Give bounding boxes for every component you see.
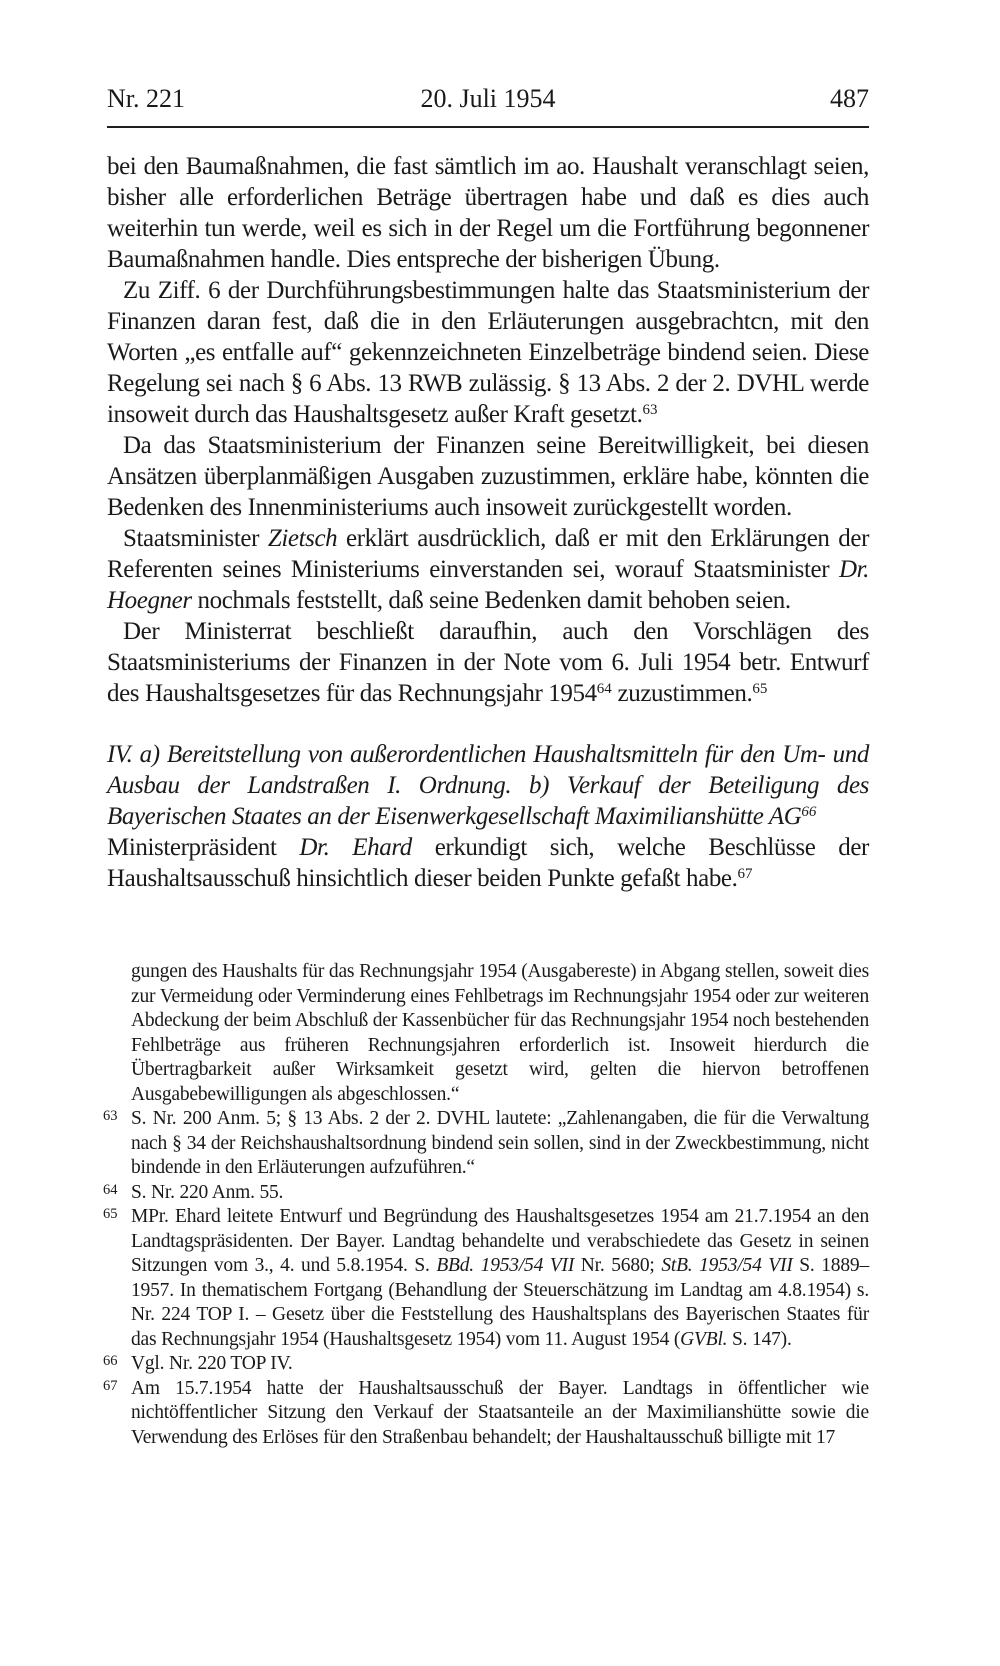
emphasized-text: BBd. 1953/54 VII (436, 1255, 575, 1276)
body-paragraph (107, 151, 869, 275)
text-run: bei den Baumaßnahmen, die fast sämtlich im ao. Haushalt veranschlagt seien, bisher alle erforderlichen Beträge übertragen habe und daß es dies auch weiterhin tun werde, weil es sich in der Regel um die Fortführung begonnener Baumaßnahmen handle. Dies entspreche der bisherigen Übung. (107, 153, 869, 273)
emphasized-text: StB. 1953/54 VII (661, 1255, 793, 1276)
footnote-continuation (107, 960, 869, 1107)
text-run: Vgl. Nr. 220 TOP IV. (131, 1353, 293, 1374)
footnote-text (131, 1378, 869, 1448)
footnote (103, 1377, 869, 1451)
text-run: Am 15.7.1954 hatte der Haushaltsausschuß der Bayer. Landtags in öffentlicher wie nichtöffentlicher Sitzung den Verkauf der Staatsanteile an der Maximilianshütte sowie die Verwendung des Erlöses für den Straßenbau behandelt; der Haushaltausschuß billigte mit 17 (131, 1377, 869, 1448)
text-run: S. Nr. 200 Anm. 5; § 13 Abs. 2 der 2. DVHL lautete: „Zahlenangaben, die für die Verwaltung nach § 34 der Reichshaushaltsordnung bindend sein sollen, sind in der Zweckbestimmung, nicht bindende in den Erläuterungen aufzuführen.“ (131, 1108, 869, 1178)
text-run: erklärt ausdrücklich, daß er mit den Erklärungen der Referenten seines Ministeriums einverstanden sei, worauf Staatsminister (107, 525, 870, 583)
footnote-reference: 66 (801, 804, 817, 820)
text-run: Da das Staatsministerium der Finanzen seine Bereitwilligkeit, bei diesen Ansätzen überplanmäßigen Ausgaben zuzustimmen, erkläre habe, könnten die Bedenken des Innenministeriums auch insoweit zurückgestellt worden. (107, 432, 869, 521)
text-run: nochmals feststellt, daß seine Bedenken damit behoben seien. (191, 587, 791, 614)
footnote (103, 1352, 869, 1377)
text-run: IV. a) Bereitstellung von außerordentlichen Haushaltsmitteln für den Um- und Ausbau der Landstraßen I. Ordnung. b) Verkauf der Beteiligung des Bayerischen Staates an der Eisenwerkgesellschaft Maximilianshütte AG (107, 741, 869, 830)
text-run: S. Nr. 220 Anm. 55. (131, 1181, 284, 1203)
header-date: 20. Juli 1954 (420, 84, 556, 113)
footnote-reference: 65 (752, 681, 768, 697)
footnote (103, 1107, 869, 1181)
text-run: S. 1889–1957. In thematischem Fortgang (Behandlung der Steuerschätzung im Landtag am 4.8.1954) s. Nr. 224 TOP I. – Gesetz über die Feststellung des Haushaltsplans des Bayerischen Staates für das Rechnungsjahr 1954 (Haushaltsgesetz 1954) vom 11. August 1954 ( (131, 1255, 870, 1350)
footnote-text (131, 1206, 869, 1350)
text-run: Nr. 5680; (574, 1255, 662, 1276)
footnote-number: 63 (103, 1108, 118, 1124)
page-header (107, 84, 869, 128)
body-text (107, 151, 869, 894)
emphasized-text: GVBl. (680, 1328, 728, 1350)
header-page-number: 487 (830, 84, 869, 113)
footnote-number: 66 (103, 1353, 118, 1369)
body-paragraph (107, 832, 869, 894)
emphasized-text: Zietsch (267, 525, 338, 552)
footnote-number: 67 (103, 1377, 118, 1394)
text-run: Staatsminister (123, 525, 268, 552)
footnote-reference: 63 (642, 402, 658, 418)
text-run: MPr. Ehard leitete Entwurf und Begründung des Haushaltsgesetzes 1954 am 21.7.1954 an den Landtagspräsidenten. Der Bayer. Landtag behandelte und verabschiedete das Gesetz in seinen Sitzungen vom 3., 4. und 5.8.1954. S. (131, 1206, 869, 1276)
text-run: S. 147). (727, 1328, 792, 1350)
header-issue-number: Nr. 221 (107, 84, 185, 113)
emphasized-text: Dr. Ehard (299, 834, 412, 861)
footnote-reference: 67 (737, 866, 753, 882)
footnote-text (131, 1182, 283, 1203)
body-paragraph (107, 430, 869, 523)
text-run: Zu Ziff. 6 der Durchführungsbestimmungen halte das Staatsministerium der Finanzen daran fest, daß die in den Erläuterungen ausgebrachtcn, mit den Worten „es entfalle auf“ gekennzeichneten Einzelbeträge bindend seien. Diese Regelung sei nach § 6 Abs. 13 RWB zulässig. § 13 Abs. 2 der 2. DVHL werde insoweit durch das Haushaltsgesetz außer Kraft gesetzt. (107, 277, 869, 428)
body-paragraph (107, 523, 869, 616)
footnote-reference: 64 (596, 681, 612, 697)
footnote (103, 1205, 870, 1352)
footnote-text (131, 1108, 869, 1178)
footnote-text (131, 1353, 293, 1374)
text-run: zuzustimmen. (611, 680, 753, 707)
text-run: gungen des Haushalts für das Rechnungsjahr 1954 (Ausgabereste) in Abgang stellen, soweit dies zur Vermeidung oder Verminderung eines Fehlbetrags im Rechnungsjahr 1954 oder zur weiteren Abdeckung der beim Abschluß der Kassenbücher für das Rechnungsjahr 1954 noch bestehenden Fehlbeträge aus früheren Rechnungsjahren erforderlich ist. Insoweit hierdurch die Übertragbarkeit außer Wirksamkeit gesetzt wird, gelten die hiervon betroffenen Ausgabebewilligungen als abgeschlossen.“ (131, 961, 869, 1105)
footnotes-section (103, 960, 870, 1450)
footnote (103, 1181, 869, 1206)
text-run: erkundigt sich, welche Beschlüsse der Haushaltsausschuß hinsichtlich dieser beiden Punkte gefaßt habe. (107, 834, 869, 892)
text-run: Ministerpräsident (107, 834, 300, 861)
body-paragraph (107, 616, 869, 709)
footnote-number: 65 (103, 1206, 118, 1222)
section-heading (107, 739, 869, 832)
footnote-number: 64 (103, 1181, 118, 1198)
footnote-text (131, 961, 869, 1105)
emphasized-text: Dr. Hoegner (107, 556, 869, 614)
body-paragraph (107, 275, 869, 430)
text-run: Der Ministerrat beschließt daraufhin, auch den Vorschlägen des Staatsministeriums der Finanzen in der Note vom 6. Juli 1954 betr. Entwurf des Haushaltsgesetzes für das Rechnungsjahr 1954 (107, 618, 869, 707)
